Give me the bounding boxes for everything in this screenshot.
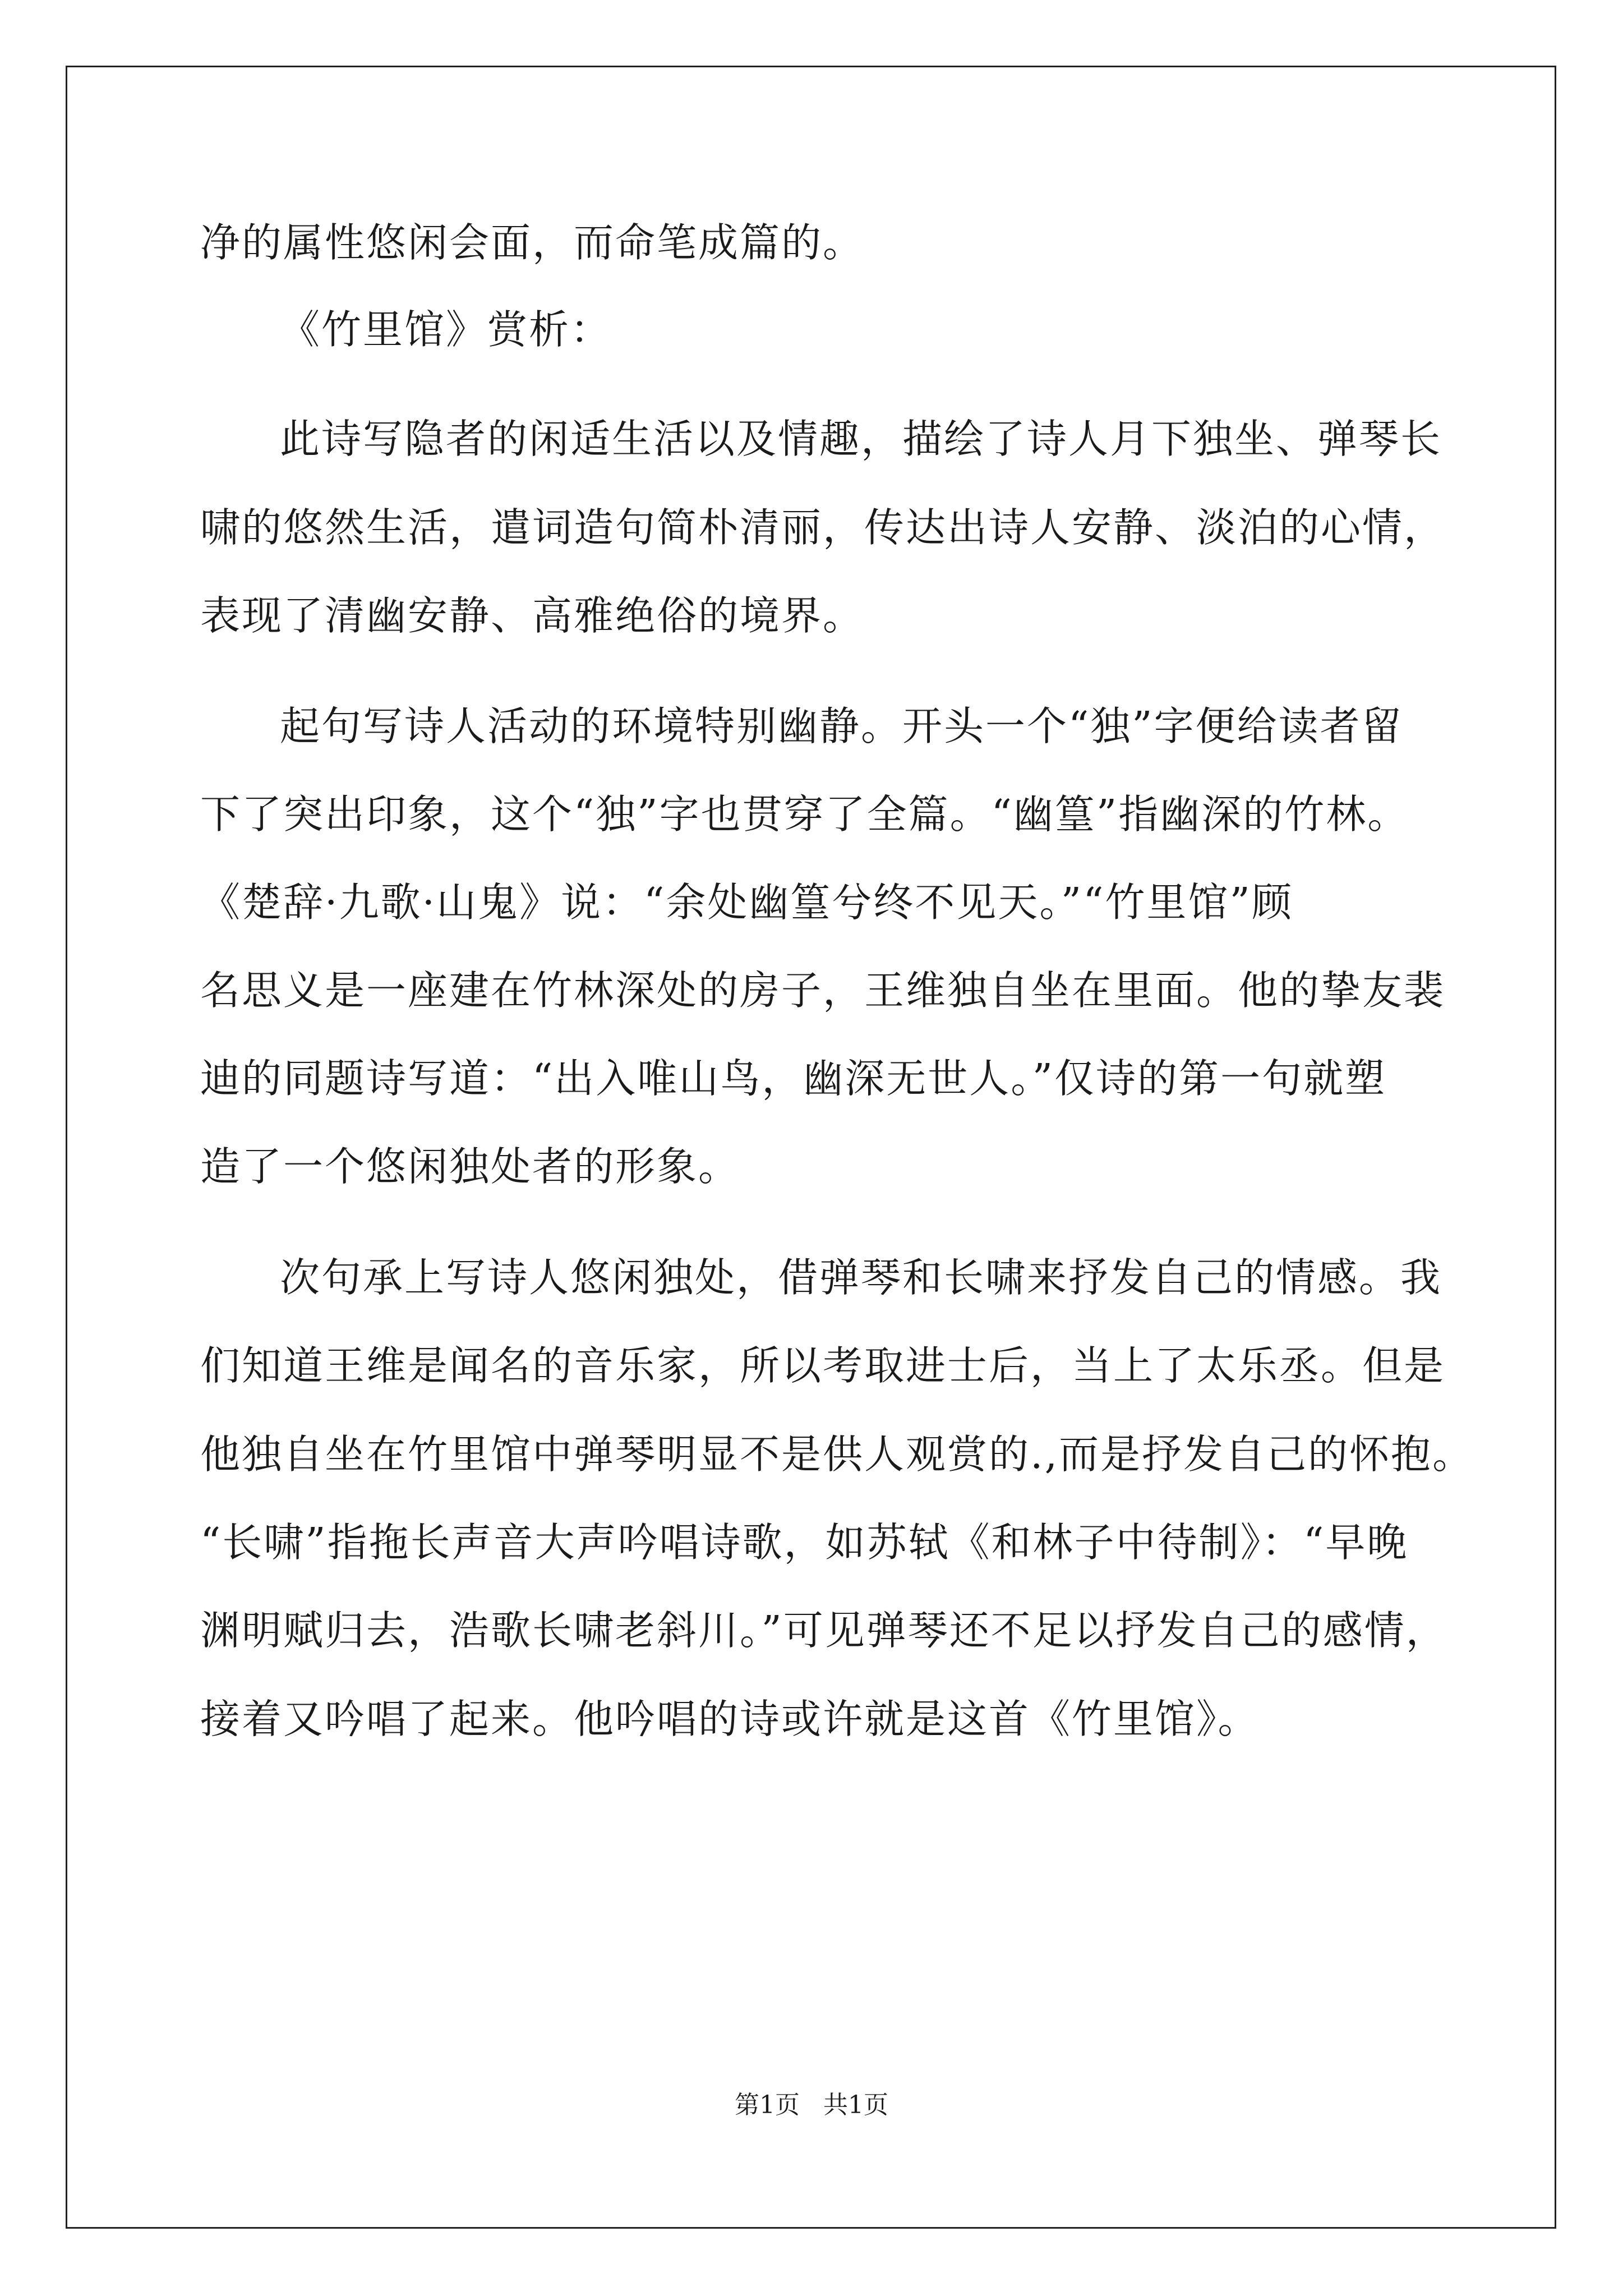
paragraph-first-line: 次句承上写诗人悠闲独处，借弹琴和长啸来抒发自己的情感。我 [280,1254,1442,1301]
text-line: 《楚辞·九歌·山鬼》说：“余处幽篁兮终不见天。”“竹里馆”顾 [200,879,1293,926]
text-line: 表现了清幽安静、高雅绝俗的境界。 [200,592,865,639]
text-line: 们知道王维是闻名的音乐家，所以考取进士后，当上了太乐丞。但是 [200,1342,1446,1389]
paragraph-first-line: 起句写诗人活动的环境特别幽静。开头一个“独”字便给读者留 [280,703,1403,749]
text-line: 接着又吟唱了起来。他吟唱的诗或许就是这首《竹里馆》。 [200,1696,1260,1742]
text-line: “长啸”指拖长声音大声吟唱诗歌，如苏轼《和林子中待制》：“早晚 [200,1519,1409,1566]
paragraph-first-line: 此诗写隐者的闲适生活以及情趣，描绘了诗人月下独坐、弹琴长 [280,416,1442,462]
text-line: 啸的悠然生活，遣词造句简朴清丽，传达出诗人安静、淡泊的心情， [200,504,1446,551]
text-line: 下了突出印象，这个“独”字也贯穿了全篇。“幽篁”指幽深的竹林。 [200,791,1409,838]
page-number-footer: 第1页 共1页 [735,2091,888,2119]
text-line: 名思义是一座建在竹林深处的房子，王维独自坐在里面。他的挚友裴 [200,967,1446,1014]
section-heading: 《竹里馆》赏析： [280,306,612,353]
text-line: 迪的同题诗写道：“出入唯山鸟，幽深无世人。”仅诗的第一句就塑 [200,1055,1387,1102]
text-line: 净的属性悠闲会面，而命笔成篇的。 [200,219,865,266]
text-line: 造了一个悠闲独处者的形象。 [200,1143,740,1190]
text-line: 渊明赋归去，浩歌长啸老斜川。”可见弹琴还不足以抒发自己的感情， [200,1607,1447,1654]
text-line: 他独自坐在竹里馆中弹琴明显不是供人观赏的.,而是抒发自己的怀抱。 [200,1431,1474,1478]
